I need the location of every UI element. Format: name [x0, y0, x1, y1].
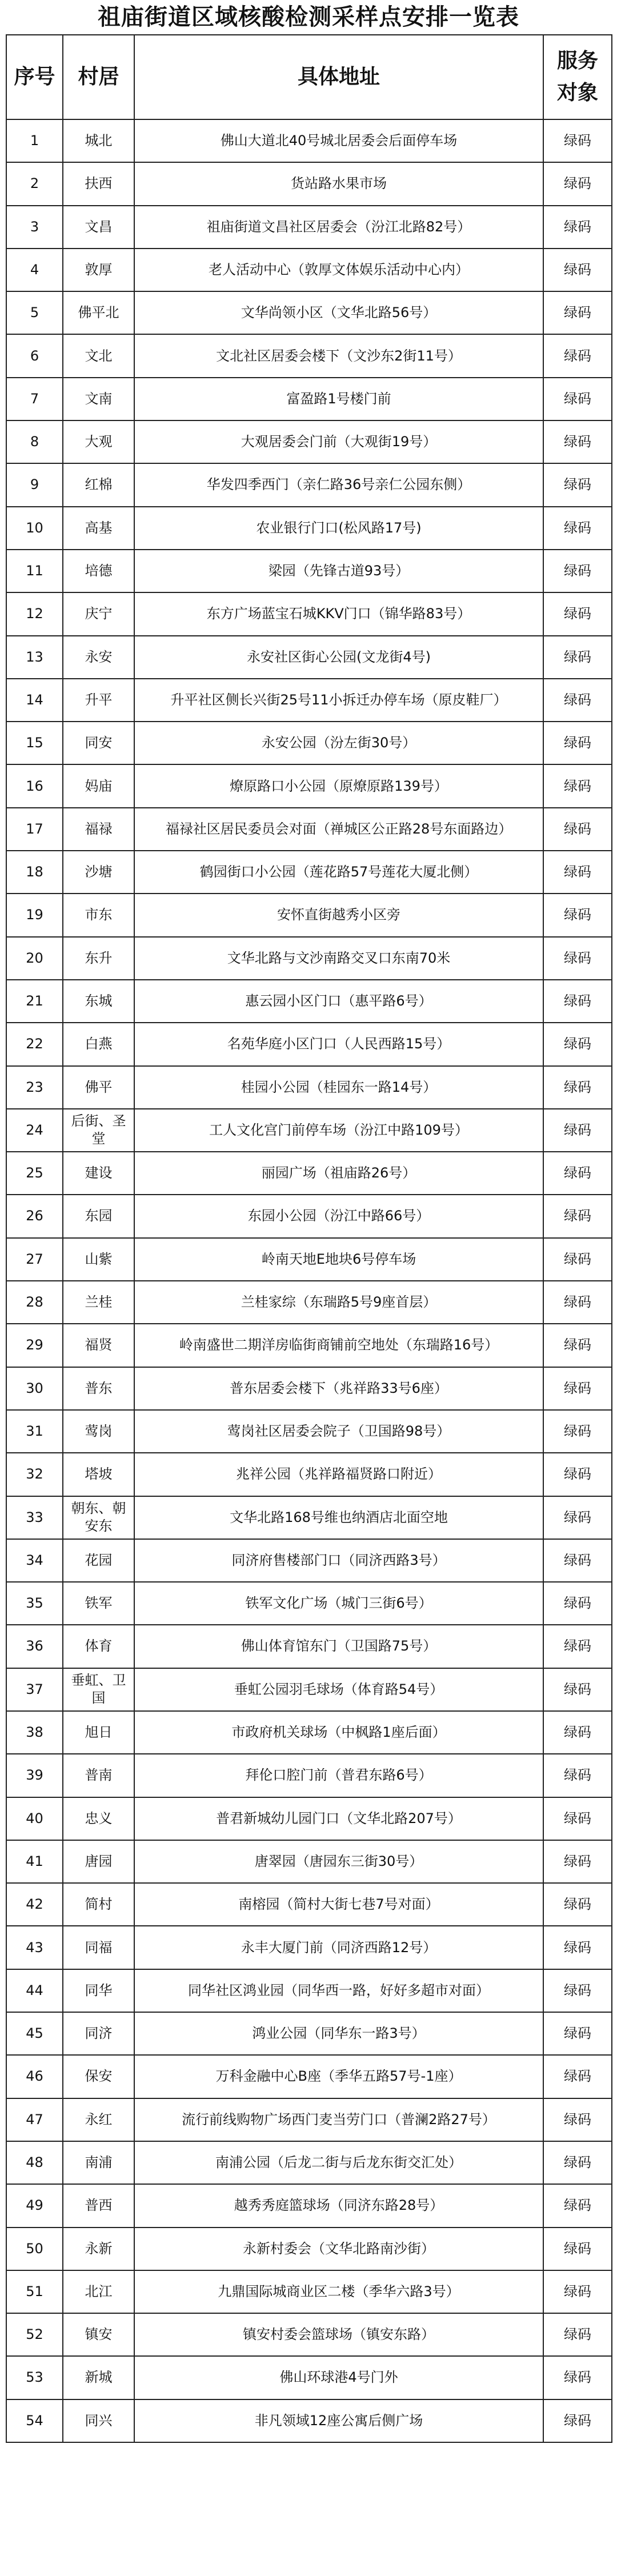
- row-target: 绿码: [543, 1410, 612, 1453]
- table-row: [6, 722, 612, 764]
- row-number: 36: [6, 1625, 63, 1668]
- row-target: 绿码: [543, 119, 612, 162]
- row-address: 永新村委会（文华北路南沙街）: [134, 2228, 543, 2270]
- table-row: [6, 1539, 612, 1582]
- row-village: 简村: [63, 1883, 134, 1926]
- row-village: 白燕: [63, 1023, 134, 1065]
- row-number: 41: [6, 1840, 63, 1883]
- row-address: 文华北路168号维也纳酒店北面空地: [134, 1496, 543, 1539]
- row-target: 绿码: [543, 851, 612, 894]
- row-village: 体育: [63, 1625, 134, 1668]
- table-row: [6, 1711, 612, 1754]
- row-number: 10: [6, 507, 63, 550]
- row-number: 31: [6, 1410, 63, 1453]
- table-row: [6, 1926, 612, 1969]
- table-row: [6, 679, 612, 722]
- table-row: [6, 2399, 612, 2442]
- table-row: [6, 2228, 612, 2270]
- row-target: 绿码: [543, 1066, 612, 1109]
- row-village: 朝东、朝安东: [63, 1496, 134, 1539]
- table-row: [6, 894, 612, 936]
- row-target: 绿码: [543, 550, 612, 592]
- row-village: 同福: [63, 1926, 134, 1969]
- row-target: 绿码: [543, 334, 612, 377]
- row-number: 3: [6, 206, 63, 249]
- row-address: 工人文化宫门前停车场（汾江中路109号）: [134, 1109, 543, 1152]
- table-header-row: [6, 35, 612, 119]
- row-number: 37: [6, 1668, 63, 1711]
- row-address: 普东居委会楼下（兆祥路33号6座）: [134, 1367, 543, 1410]
- row-village: 妈庙: [63, 764, 134, 807]
- table-row: [6, 2098, 612, 2141]
- table-row: [6, 636, 612, 679]
- header-seq: 序号: [6, 35, 63, 119]
- row-number: 20: [6, 937, 63, 980]
- row-target: 绿码: [543, 1840, 612, 1883]
- row-village: 镇安: [63, 2313, 134, 2356]
- row-address: 文北社区居委会楼下（文沙东2街11号）: [134, 334, 543, 377]
- row-address: 垂虹公园羽毛球场（体育路54号）: [134, 1668, 543, 1711]
- row-address: 惠云园小区门口（惠平路6号）: [134, 980, 543, 1023]
- row-number: 17: [6, 808, 63, 851]
- row-address: 货站路水果市场: [134, 162, 543, 205]
- row-number: 21: [6, 980, 63, 1023]
- table-row: [6, 808, 612, 851]
- row-village: 忠义: [63, 1797, 134, 1840]
- row-village: 莺岗: [63, 1410, 134, 1453]
- row-target: 绿码: [543, 2055, 612, 2098]
- table-row: [6, 937, 612, 980]
- row-address: 流行前线购物广场西门麦当劳门口（普澜2路27号）: [134, 2098, 543, 2141]
- row-number: 34: [6, 1539, 63, 1582]
- row-number: 53: [6, 2356, 63, 2399]
- table-row: [6, 1625, 612, 1668]
- row-address: 祖庙街道文昌社区居委会（汾江北路82号）: [134, 206, 543, 249]
- row-target: 绿码: [543, 894, 612, 936]
- table-row: [6, 249, 612, 291]
- table-row: [6, 291, 612, 334]
- row-target: 绿码: [543, 980, 612, 1023]
- row-number: 51: [6, 2270, 63, 2313]
- row-number: 40: [6, 1797, 63, 1840]
- row-number: 49: [6, 2184, 63, 2227]
- row-target: 绿码: [543, 1883, 612, 1926]
- header-address: 具体地址: [134, 35, 543, 119]
- row-target: 绿码: [543, 592, 612, 635]
- row-number: 47: [6, 2098, 63, 2141]
- row-village: 东升: [63, 937, 134, 980]
- row-village: 塔坡: [63, 1453, 134, 1496]
- row-target: 绿码: [543, 679, 612, 722]
- row-target: 绿码: [543, 1539, 612, 1582]
- row-village: 佛平北: [63, 291, 134, 334]
- table-body: [6, 119, 612, 2442]
- row-village: 同安: [63, 722, 134, 764]
- row-number: 1: [6, 119, 63, 162]
- row-address: 拜伦口腔门前（普君东路6号）: [134, 1754, 543, 1797]
- row-target: 绿码: [543, 2313, 612, 2356]
- table-row: [6, 1281, 612, 1324]
- row-target: 绿码: [543, 1496, 612, 1539]
- row-number: 12: [6, 592, 63, 635]
- row-target: 绿码: [543, 808, 612, 851]
- row-number: 18: [6, 851, 63, 894]
- row-number: 25: [6, 1152, 63, 1195]
- row-village: 红棉: [63, 463, 134, 506]
- row-village: 文北: [63, 334, 134, 377]
- header-target: 服务 对象: [543, 35, 612, 119]
- row-address: 永安社区街心公园(文龙街4号): [134, 636, 543, 679]
- row-number: 13: [6, 636, 63, 679]
- row-address: 燎原路口小公园（原燎原路139号）: [134, 764, 543, 807]
- row-target: 绿码: [543, 378, 612, 420]
- row-village: 保安: [63, 2055, 134, 2098]
- row-address: 名苑华庭小区门口（人民西路15号）: [134, 1023, 543, 1065]
- row-number: 45: [6, 2012, 63, 2055]
- row-target: 绿码: [543, 722, 612, 764]
- table-row: [6, 1195, 612, 1237]
- row-number: 15: [6, 722, 63, 764]
- row-target: 绿码: [543, 1926, 612, 1969]
- row-number: 29: [6, 1324, 63, 1367]
- row-village: 南浦: [63, 2141, 134, 2184]
- table-row: [6, 1238, 612, 1281]
- row-target: 绿码: [543, 507, 612, 550]
- table-row: [6, 1109, 612, 1152]
- row-address: 九鼎国际城商业区二楼（季华六路3号）: [134, 2270, 543, 2313]
- table-row: [6, 334, 612, 377]
- row-number: 16: [6, 764, 63, 807]
- row-village: 同兴: [63, 2399, 134, 2442]
- row-target: 绿码: [543, 1367, 612, 1410]
- table-row: [6, 1496, 612, 1539]
- row-target: 绿码: [543, 1582, 612, 1625]
- row-village: 后街、圣堂: [63, 1109, 134, 1152]
- row-village: 永新: [63, 2228, 134, 2270]
- table-row: [6, 420, 612, 463]
- row-address: 东园小公园（汾江中路66号）: [134, 1195, 543, 1237]
- row-village: 佛平: [63, 1066, 134, 1109]
- row-village: 山紫: [63, 1238, 134, 1281]
- row-address: 兰桂家综（东瑞路5号9座首层）: [134, 1281, 543, 1324]
- row-village: 扶西: [63, 162, 134, 205]
- row-number: 33: [6, 1496, 63, 1539]
- row-number: 48: [6, 2141, 63, 2184]
- row-address: 万科金融中心B座（季华五路57号-1座）: [134, 2055, 543, 2098]
- row-number: 52: [6, 2313, 63, 2356]
- row-number: 26: [6, 1195, 63, 1237]
- row-target: 绿码: [543, 1453, 612, 1496]
- table-row: [6, 378, 612, 420]
- row-village: 培德: [63, 550, 134, 592]
- row-number: 22: [6, 1023, 63, 1065]
- row-number: 28: [6, 1281, 63, 1324]
- row-address: 佛山环球港4号门外: [134, 2356, 543, 2399]
- row-number: 24: [6, 1109, 63, 1152]
- row-village: 高基: [63, 507, 134, 550]
- row-village: 大观: [63, 420, 134, 463]
- row-address: 文华北路与文沙南路交叉口东南70米: [134, 937, 543, 980]
- row-village: 文南: [63, 378, 134, 420]
- row-address: 华发四季西门（亲仁路36号亲仁公园东侧）: [134, 463, 543, 506]
- table-row: [6, 1754, 612, 1797]
- row-target: 绿码: [543, 2356, 612, 2399]
- row-village: 城北: [63, 119, 134, 162]
- row-address: 南浦公园（后龙二街与后龙东街交汇处）: [134, 2141, 543, 2184]
- row-village: 同华: [63, 1969, 134, 2012]
- row-target: 绿码: [543, 1797, 612, 1840]
- table-row: [6, 764, 612, 807]
- table-row: [6, 1367, 612, 1410]
- row-address: 佛山体育馆东门（卫国路75号）: [134, 1625, 543, 1668]
- table-row: [6, 1453, 612, 1496]
- table-row: [6, 119, 612, 162]
- row-address: 梁园（先锋古道93号）: [134, 550, 543, 592]
- row-address: 市政府机关球场（中枫路1座后面）: [134, 1711, 543, 1754]
- row-village: 普南: [63, 1754, 134, 1797]
- row-address: 富盈路1号楼门前: [134, 378, 543, 420]
- row-address: 岭南盛世二期洋房临街商铺前空地处（东瑞路16号）: [134, 1324, 543, 1367]
- row-target: 绿码: [543, 1023, 612, 1065]
- row-target: 绿码: [543, 1754, 612, 1797]
- row-address: 莺岗社区居委会院子（卫国路98号）: [134, 1410, 543, 1453]
- table-row: [6, 851, 612, 894]
- row-number: 32: [6, 1453, 63, 1496]
- row-address: 鸿业公园（同华东一路3号）: [134, 2012, 543, 2055]
- row-village: 垂虹、卫国: [63, 1668, 134, 1711]
- row-target: 绿码: [543, 1324, 612, 1367]
- row-target: 绿码: [543, 1969, 612, 2012]
- row-address: 升平社区侧长兴街25号11小拆迁办停车场（原皮鞋厂）: [134, 679, 543, 722]
- table-row: [6, 1066, 612, 1109]
- table-row: [6, 2270, 612, 2313]
- row-number: 42: [6, 1883, 63, 1926]
- table-row: [6, 1668, 612, 1711]
- table-row: [6, 1840, 612, 1883]
- row-village: 永安: [63, 636, 134, 679]
- row-address: 永丰大厦门前（同济西路12号）: [134, 1926, 543, 1969]
- row-address: 南榕园（简村大街七巷7号对面）: [134, 1883, 543, 1926]
- row-address: 镇安村委会篮球场（镇安东路）: [134, 2313, 543, 2356]
- table-row: [6, 980, 612, 1023]
- row-address: 非凡领域12座公寓后侧广场: [134, 2399, 543, 2442]
- table-row: [6, 2356, 612, 2399]
- row-address: 丽园广场（祖庙路26号）: [134, 1152, 543, 1195]
- row-target: 绿码: [543, 1625, 612, 1668]
- table-row: [6, 162, 612, 205]
- row-target: 绿码: [543, 1195, 612, 1237]
- row-village: 永红: [63, 2098, 134, 2141]
- row-number: 8: [6, 420, 63, 463]
- row-target: 绿码: [543, 764, 612, 807]
- row-address: 桂园小公园（桂园东一路14号）: [134, 1066, 543, 1109]
- row-target: 绿码: [543, 1668, 612, 1711]
- row-number: 14: [6, 679, 63, 722]
- row-address: 永安公园（汾左街30号）: [134, 722, 543, 764]
- table-row: [6, 463, 612, 506]
- row-address: 佛山大道北40号城北居委会后面停车场: [134, 119, 543, 162]
- row-target: 绿码: [543, 420, 612, 463]
- row-number: 46: [6, 2055, 63, 2098]
- table-row: [6, 1410, 612, 1453]
- row-number: 6: [6, 334, 63, 377]
- table-row: [6, 550, 612, 592]
- table-row: [6, 1582, 612, 1625]
- row-target: 绿码: [543, 937, 612, 980]
- row-target: 绿码: [543, 1152, 612, 1195]
- row-target: 绿码: [543, 291, 612, 334]
- row-village: 敦厚: [63, 249, 134, 291]
- row-number: 43: [6, 1926, 63, 1969]
- row-number: 27: [6, 1238, 63, 1281]
- row-target: 绿码: [543, 2270, 612, 2313]
- row-target: 绿码: [543, 2012, 612, 2055]
- row-address: 福禄社区居民委员会对面（禅城区公正路28号东面路边）: [134, 808, 543, 851]
- row-address: 安怀直街越秀小区旁: [134, 894, 543, 936]
- row-target: 绿码: [543, 2141, 612, 2184]
- row-village: 兰桂: [63, 1281, 134, 1324]
- row-number: 30: [6, 1367, 63, 1410]
- row-target: 绿码: [543, 636, 612, 679]
- row-address: 鹤园街口小公园（莲花路57号莲花大厦北侧）: [134, 851, 543, 894]
- table-row: [6, 2141, 612, 2184]
- row-village: 建设: [63, 1152, 134, 1195]
- row-number: 4: [6, 249, 63, 291]
- row-target: 绿码: [543, 1109, 612, 1152]
- row-address: 农业银行门口(松风路17号): [134, 507, 543, 550]
- row-number: 39: [6, 1754, 63, 1797]
- row-address: 同华社区鸿业园（同华西一路，好好多超市对面）: [134, 1969, 543, 2012]
- row-village: 铁军: [63, 1582, 134, 1625]
- row-target: 绿码: [543, 1281, 612, 1324]
- row-village: 旭日: [63, 1711, 134, 1754]
- row-village: 东城: [63, 980, 134, 1023]
- row-target: 绿码: [543, 206, 612, 249]
- header-village: 村居: [63, 35, 134, 119]
- page-title: 祖庙街道区域核酸检测采样点安排一览表: [98, 4, 519, 30]
- row-number: 35: [6, 1582, 63, 1625]
- row-village: 同济: [63, 2012, 134, 2055]
- row-village: 福贤: [63, 1324, 134, 1367]
- table-row: [6, 206, 612, 249]
- row-target: 绿码: [543, 2228, 612, 2270]
- table-row: [6, 2012, 612, 2055]
- row-village: 普西: [63, 2184, 134, 2227]
- sampling-points-table: [6, 34, 612, 2443]
- row-number: 23: [6, 1066, 63, 1109]
- table-row: [6, 1883, 612, 1926]
- row-village: 升平: [63, 679, 134, 722]
- row-target: 绿码: [543, 249, 612, 291]
- row-address: 岭南天地E地块6号停车场: [134, 1238, 543, 1281]
- row-address: 唐翠园（唐园东三街30号）: [134, 1840, 543, 1883]
- table-row: [6, 2313, 612, 2356]
- row-address: 老人活动中心（敦厚文体娱乐活动中心内）: [134, 249, 543, 291]
- row-target: 绿码: [543, 162, 612, 205]
- row-address: 兆祥公园（兆祥路福贤路口附近）: [134, 1453, 543, 1496]
- row-target: 绿码: [543, 1711, 612, 1754]
- row-village: 唐园: [63, 1840, 134, 1883]
- row-number: 54: [6, 2399, 63, 2442]
- table-row: [6, 2055, 612, 2098]
- row-village: 沙塘: [63, 851, 134, 894]
- row-target: 绿码: [543, 2184, 612, 2227]
- row-target: 绿码: [543, 2399, 612, 2442]
- row-target: 绿码: [543, 1238, 612, 1281]
- row-address: 大观居委会门前（大观街19号）: [134, 420, 543, 463]
- row-village: 文昌: [63, 206, 134, 249]
- row-address: 东方广场蓝宝石城KKV门口（锦华路83号）: [134, 592, 543, 635]
- row-number: 7: [6, 378, 63, 420]
- row-address: 同济府售楼部门口（同济西路3号）: [134, 1539, 543, 1582]
- table-row: [6, 507, 612, 550]
- table-row: [6, 1023, 612, 1065]
- row-number: 19: [6, 894, 63, 936]
- table-row: [6, 1797, 612, 1840]
- row-number: 11: [6, 550, 63, 592]
- row-number: 2: [6, 162, 63, 205]
- row-address: 普君新城幼儿园门口（文华北路207号）: [134, 1797, 543, 1840]
- table-row: [6, 1152, 612, 1195]
- row-village: 庆宁: [63, 592, 134, 635]
- row-address: 越秀秀庭篮球场（同济东路28号）: [134, 2184, 543, 2227]
- row-number: 5: [6, 291, 63, 334]
- row-number: 9: [6, 463, 63, 506]
- row-village: 普东: [63, 1367, 134, 1410]
- row-target: 绿码: [543, 2098, 612, 2141]
- table-row: [6, 2184, 612, 2227]
- row-village: 北江: [63, 2270, 134, 2313]
- row-village: 新城: [63, 2356, 134, 2399]
- row-village: 花园: [63, 1539, 134, 1582]
- row-number: 44: [6, 1969, 63, 2012]
- row-number: 50: [6, 2228, 63, 2270]
- table-row: [6, 1969, 612, 2012]
- row-village: 福禄: [63, 808, 134, 851]
- row-village: 东园: [63, 1195, 134, 1237]
- row-target: 绿码: [543, 463, 612, 506]
- table-row: [6, 592, 612, 635]
- row-village: 市东: [63, 894, 134, 936]
- row-address: 铁军文化广场（城门三街6号）: [134, 1582, 543, 1625]
- row-address: 文华尚领小区（文华北路56号）: [134, 291, 543, 334]
- row-number: 38: [6, 1711, 63, 1754]
- table-row: [6, 1324, 612, 1367]
